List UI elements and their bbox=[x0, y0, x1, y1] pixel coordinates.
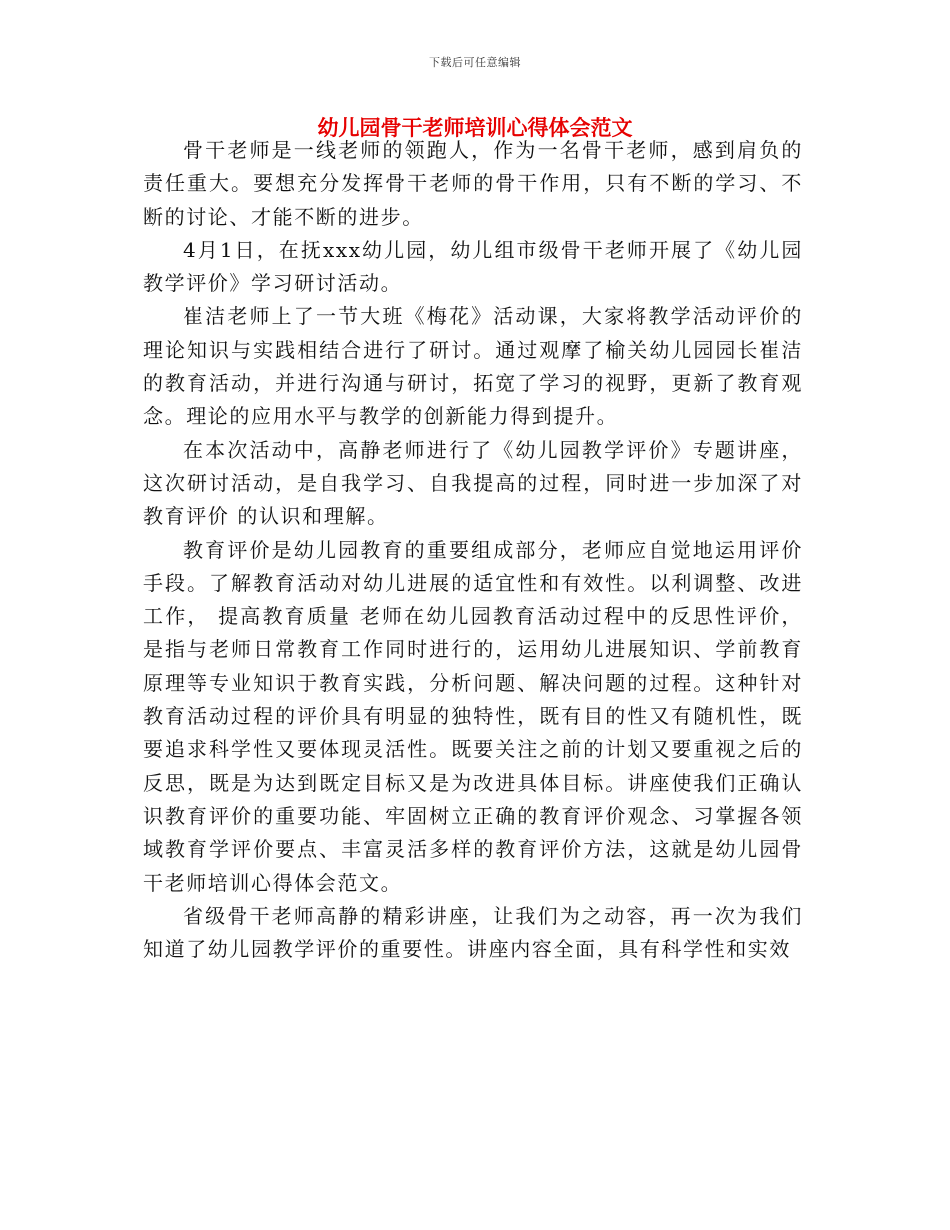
header-note: 下载后可任意编辑 bbox=[429, 56, 521, 69]
paragraph: 骨干老师是一线老师的领跑人，作为一名骨干老师，感到肩负的责任重大。要想充分发挥骨干老师的骨干作用，只有不断的学习、不断的讨论、才能不断的进步。 bbox=[143, 138, 803, 229]
document-body bbox=[143, 134, 803, 966]
paragraph: 在本次活动中，高静老师进行了《幼儿园教学评价》专题讲座，这次研讨活动，是自我学习、自我提高的过程，同时进一步加深了对教育评价 的认识和理解。 bbox=[143, 437, 803, 529]
paragraph: 教育评价是幼儿园教育的重要组成部分，老师应自觉地运用评价手段。了解教育活动对幼儿进展的适宜性和有效性。以利调整、改进工作， 提高教育质量 老师在幼儿园教育活动过程中的反思性评价，是指与老师日常教育工作同时进行的，运用幼儿进展知识、学前教育原理等专业知识于教育实践，分析问题、解决问题的过程。这种针对教育活动过程的评价具有明显的独特性，既有目的性又有随机性，既要追求科学性又要体现灵活性。既要关注之前的计划又要重视之后的反思，既是为达到既定目标又是为改进具体目标。讲座使我们正确认识教育评价的重要功能、牢固树立正确的教育评价观念、习掌握各领域教育学评价要点、丰富灵活多样的教育评价方法，这就是幼儿园骨干老师培训心得体会范文。 bbox=[143, 537, 803, 895]
paragraph: 崔洁老师上了一节大班《梅花》活动课，大家将教学活动评价的理论知识与实践相结合进行了研讨。通过观摩了榆关幼儿园园长崔洁的教育活动，并进行沟通与研讨，拓宽了学习的视野，更新了教育观念。理论的应用水平与教学的创新能力得到提升。 bbox=[143, 304, 803, 429]
document-title: 幼儿园骨干老师培训心得体会范文 bbox=[317, 116, 633, 140]
paragraph: 省级骨干老师高静的精彩讲座，让我们为之动容，再一次为我们知道了幼儿园教学评价的重要性。讲座内容全面，具有科学性和实效 bbox=[143, 903, 803, 962]
paragraph: 4月1日，在抚xxx幼儿园，幼儿组市级骨干老师开展了《幼儿园教学评价》学习研讨活动。 bbox=[143, 237, 803, 296]
